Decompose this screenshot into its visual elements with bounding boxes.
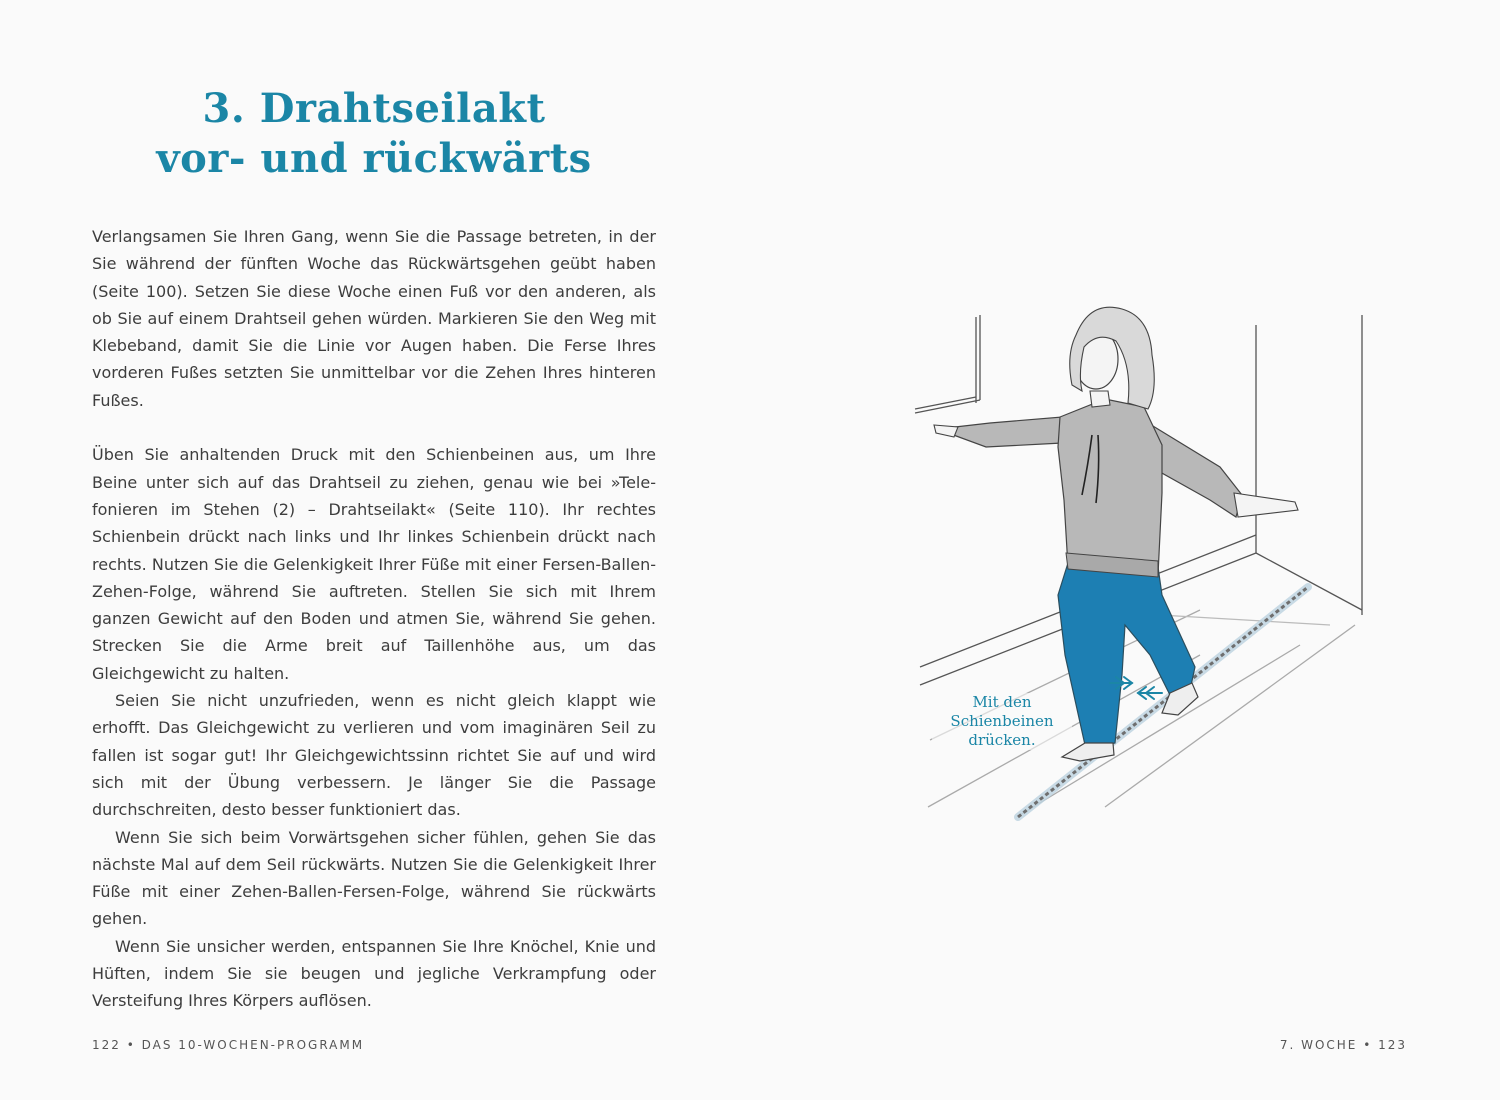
paragraph-4: Wenn Sie sich beim Vorwärtsgehen sicher fühlen, gehen Sie das nächste Mal auf dem Seil rückwärts. Nutzen Sie die Gelenkigkeit Ihrer Füße mit einer Zehen-Ballen-Fersen-Folge, während Sie rückwärts gehen. bbox=[92, 827, 656, 929]
illustration-callout bbox=[932, 693, 1072, 750]
title-line-1: 3. Drahtseilakt bbox=[202, 85, 546, 132]
callout-line-3: drücken. bbox=[968, 731, 1036, 749]
paragraph-3: Seien Sie nicht unzufrieden, wenn es nicht gleich klappt wie erhofft. Das Gleichgewicht zu verlieren und vom imaginären Seil zu fallen ist sogar gut! Ihr Gleichgewichtssinn richtet Sie auf und wird sich mit der Übung verbessern. Je länger Sie die Passage durchschreiten, desto besser funktioniert das. bbox=[92, 691, 656, 820]
footer-left: 122 • DAS 10-WOCHEN-PROGRAMM bbox=[92, 1038, 365, 1052]
paragraph-1: Verlangsamen Sie Ihren Gang, wenn Sie die Passage betreten, in der Sie während der fünften Woche das Rückwärtsgehen geübt haben (Seite 100). Setzen Sie diese Woche einen Fuß vor den anderen, als ob Sie auf einem Drahtseil gehen würden. Markieren Sie den Weg mit Klebeband, damit Sie die Linie vor Augen haben. Die Ferse Ihres vorderen Fußes setzten Sie unmittelbar vor die Zehen Ihres hinteren Fußes. bbox=[92, 227, 656, 410]
footer-right: 7. WOCHE • 123 bbox=[1279, 1038, 1407, 1052]
title-line-2: vor- und rückwärts bbox=[156, 135, 592, 182]
callout-line-1: Mit den bbox=[972, 693, 1032, 711]
paragraph-5: Wenn Sie unsicher werden, entspannen Sie Ihre Knöchel, Knie und Hüften, indem Sie sie beugen und jegliche Verkrampfung oder Versteifung Ihres Körpers auflösen. bbox=[92, 936, 656, 1011]
paragraph-2: Üben Sie anhaltenden Druck mit den Schienbeinen aus, um Ihre Beine unter sich auf das Drahtseil zu ziehen, genau wie bei »Telefonieren im Stehen (2) – Drahtseilakt« (Seite 110). Ihr rechtes Schienbein drückt nach links und Ihr linkes Schienbein drückt nach rechts. Nutzen Sie die Gelenkigkeit Ihrer Füße mit einer Fersen-Ballen-Zehen-Folge, während Sie auftreten. Stellen Sie sich mit Ihrem ganzen Gewicht auf den Boden und atmen Sie, während Sie gehen. Strecken Sie die Arme breit auf Taillenhöhe aus, um das Gleichgewicht zu halten. bbox=[92, 445, 656, 683]
callout-line-2: Schienbeinen bbox=[950, 712, 1054, 730]
body-text bbox=[92, 223, 656, 1015]
page-title bbox=[92, 84, 656, 184]
